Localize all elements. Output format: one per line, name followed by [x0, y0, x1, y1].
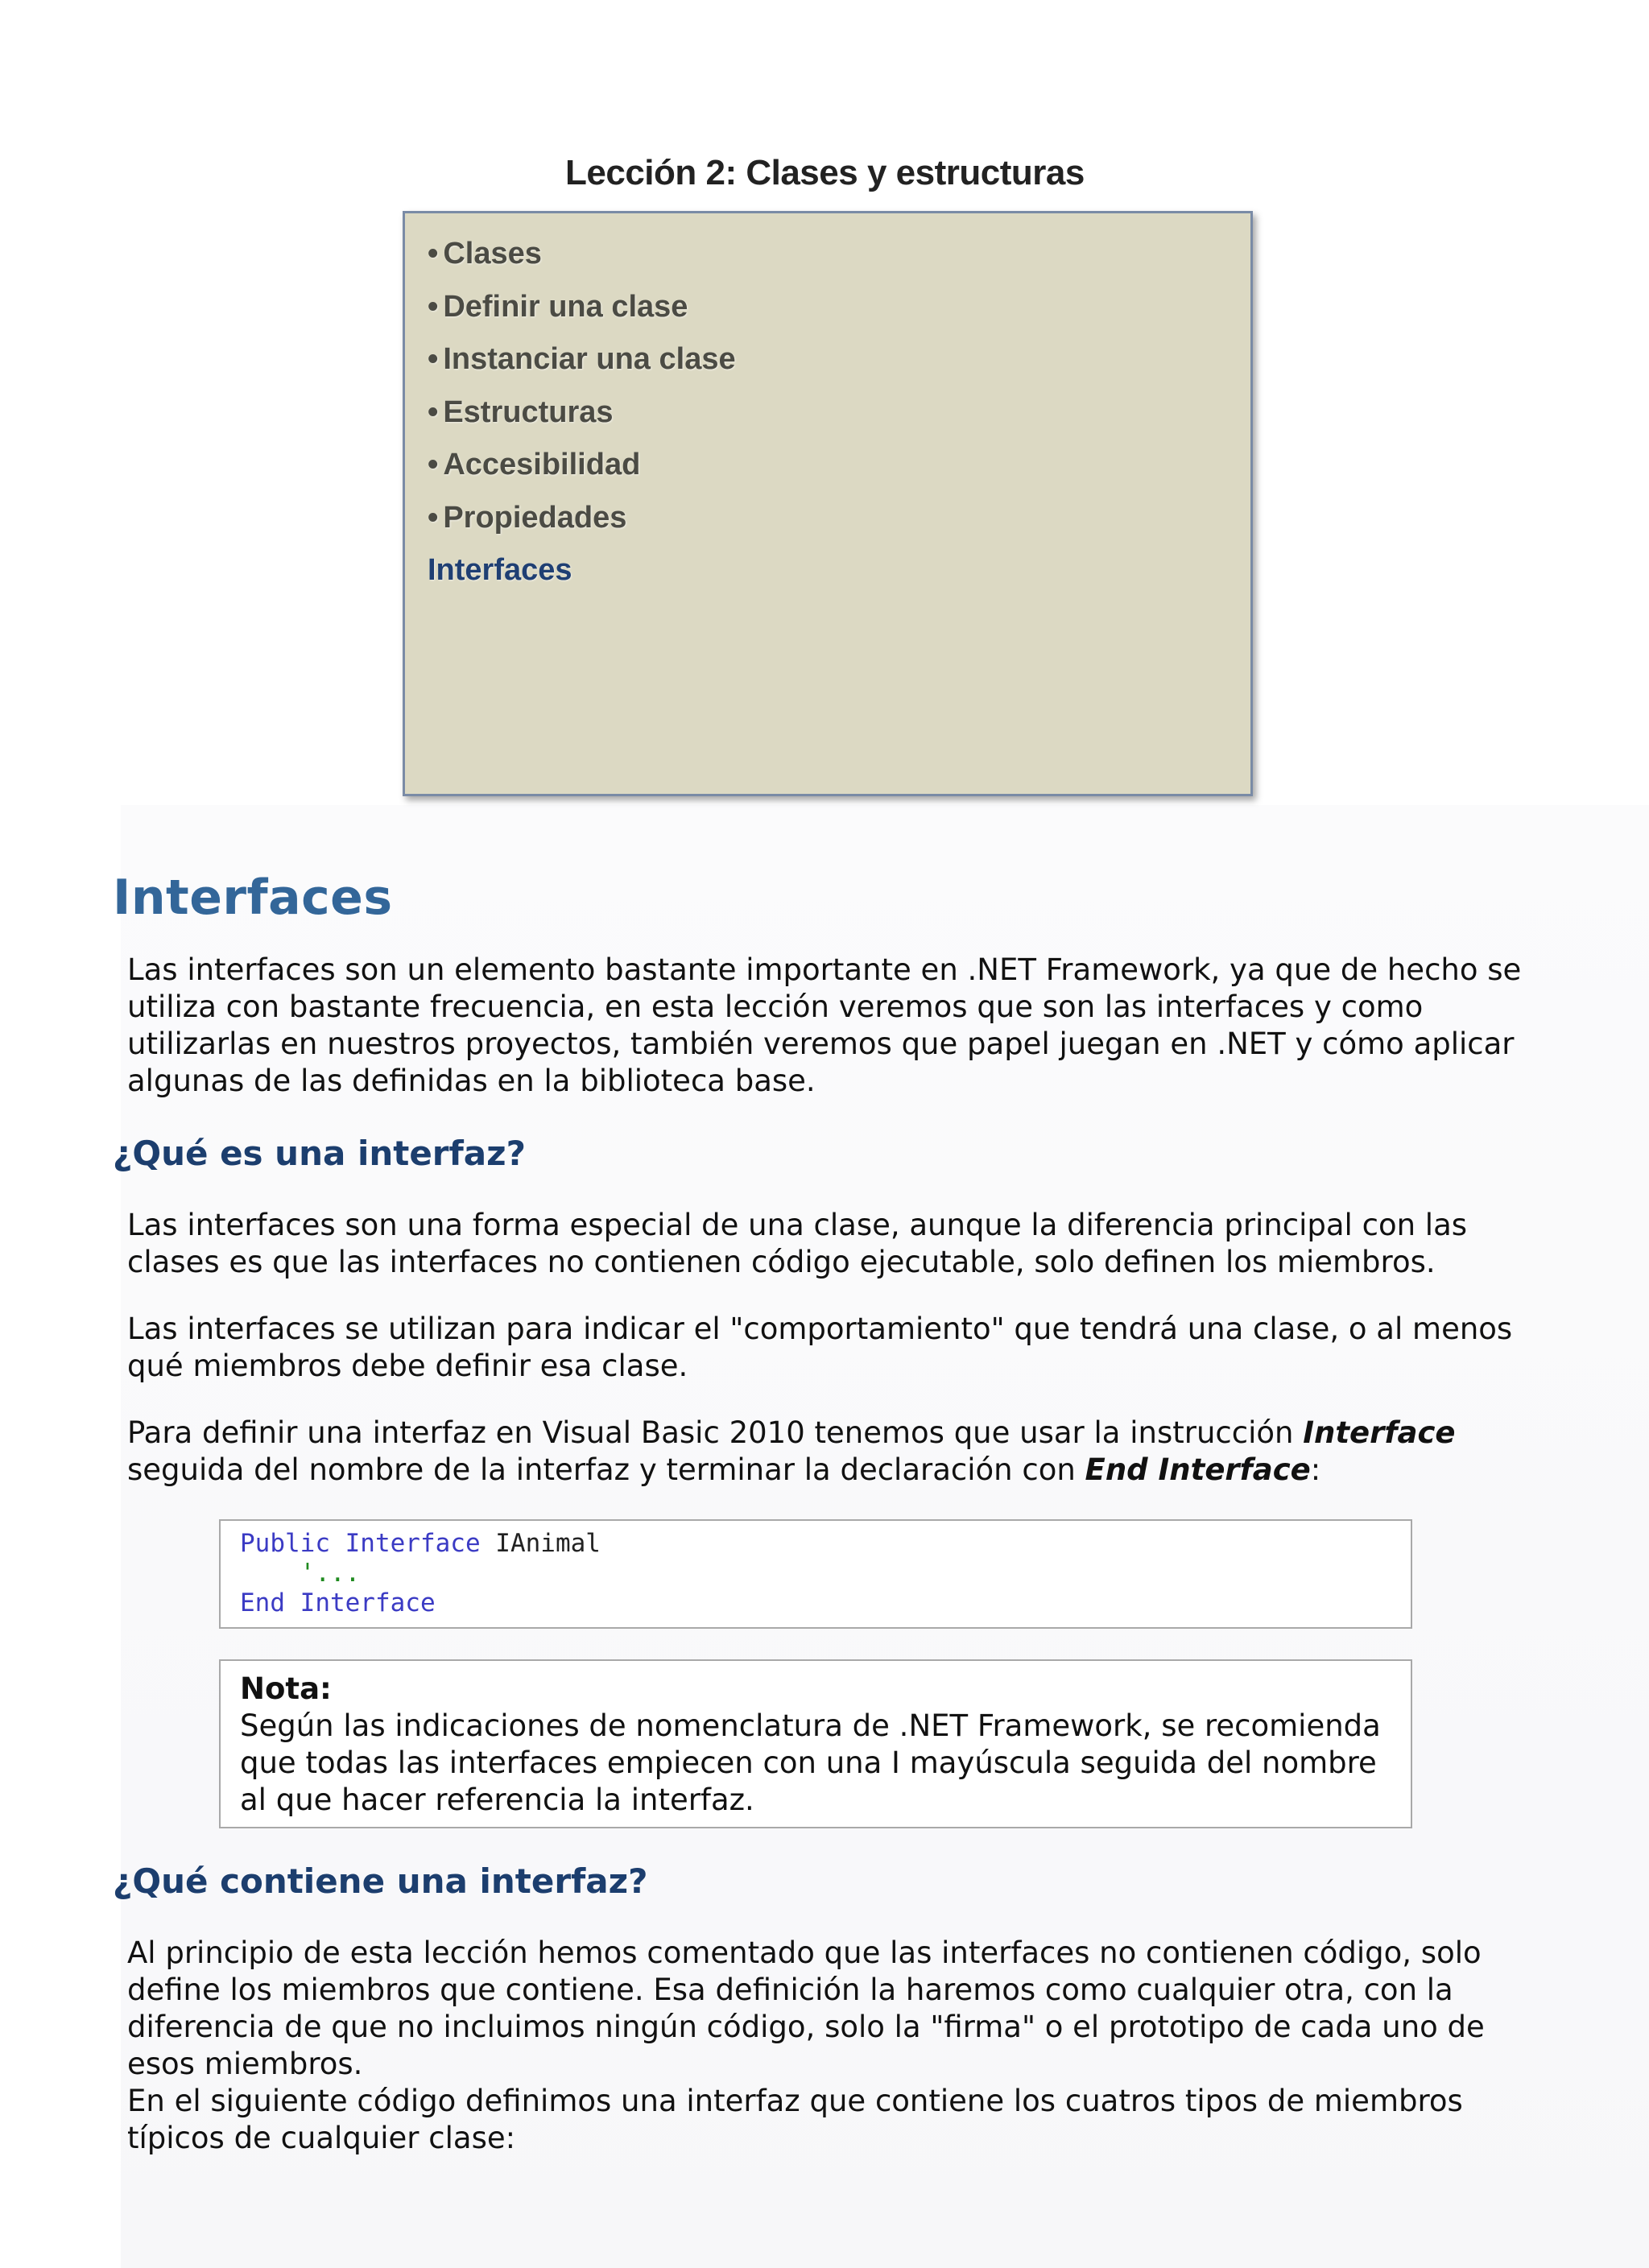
bullet-icon: • — [428, 289, 439, 324]
paragraph-contents: Al principio de esta lección hemos comentado que las interfaces no contienen código, solo define los miembros que contiene. Esa definición la haremos como cualquier otra, con la diferencia de que no incluimos ningún código, solo la "firma" o el prototipo de cada uno de esos miembros. — [127, 1935, 1485, 2081]
slide-item-label: Propiedades — [443, 500, 627, 535]
syntax-text-a: Para definir una interfaz en Visual Basic 2010 tenemos que usar la instrucción — [127, 1415, 1304, 1450]
syntax-text-b: seguida del nombre de la interfaz y terminar la declaración con — [127, 1452, 1085, 1487]
slide-title: Lección 2: Clases y estructuras — [565, 153, 1085, 192]
paragraph-syntax — [127, 1415, 1528, 1489]
syntax-text-c: : — [1310, 1452, 1321, 1487]
slide-item-label: Instanciar una clase — [443, 342, 736, 376]
slide-item-accesibilidad — [428, 444, 736, 497]
bullet-icon: • — [428, 237, 439, 271]
section-heading-que-contiene: ¿Qué contiene una interfaz? — [113, 1861, 648, 1901]
paragraph-example-intro: En el siguiente código definimos una interfaz que contiene los cuatros tipos de miembros típicos de cualquier clase: — [127, 2084, 1463, 2155]
slide-item-interfaces-current — [428, 549, 736, 602]
slide-item-label: Definir una clase — [443, 289, 688, 324]
slide-item-label: Clases — [443, 237, 542, 271]
keyword-end-interface: End Interface — [1085, 1452, 1311, 1487]
code-comment: '... — [240, 1559, 361, 1588]
code-keyword: Public Interface — [240, 1529, 481, 1558]
page-title: Interfaces — [113, 870, 393, 926]
code-keyword: End Interface — [240, 1588, 436, 1617]
slide-topic-list — [428, 233, 736, 602]
slide-item-label: Accesibilidad — [443, 448, 641, 481]
note-box — [219, 1659, 1412, 1828]
slide-item-clases — [428, 233, 736, 286]
note-text: Según las indicaciones de nomenclatura de .NET Framework, se recomienda que todas las interfaces empiecen con una I mayúscula seguida del nombre al que hacer referencia la interfaz. — [240, 1708, 1381, 1817]
bullet-icon: • — [428, 500, 439, 535]
bullet-icon: • — [428, 395, 439, 429]
slide-item-definir-clase — [428, 286, 736, 339]
paragraph-definition: Las interfaces son una forma especial de una clase, aunque la diferencia principal con las clases es que las interfaces no contienen código ejecutable, solo definen los miembros. — [127, 1208, 1468, 1279]
slide-item-instanciar-clase — [428, 338, 736, 391]
code-identifier: IAnimal — [480, 1529, 601, 1558]
intro-paragraph: Las interfaces son un elemento bastante importante en .NET Framework, ya que de hecho se utiliza con bastante frecuencia, en esta lección veremos que son las interfaces y como utilizarlas en nuestros proyectos, también veremos que papel juegan en .NET y cómo aplicar algunas de las definidas en la biblioteca base. — [127, 952, 1522, 1098]
note-title: Nota: — [240, 1671, 332, 1706]
bullet-icon: • — [428, 342, 439, 376]
bullet-icon: • — [428, 448, 439, 481]
code-block — [219, 1519, 1412, 1629]
slide-outline-box — [403, 211, 1253, 796]
paragraph-behavior: Las interfaces se utilizan para indicar el "comportamiento" que tendrá una clase, o al menos qué miembros debe definir esa clase. — [127, 1312, 1513, 1383]
keyword-interface: Interface — [1303, 1415, 1456, 1450]
slide-item-label: Interfaces — [428, 553, 572, 587]
slide-item-estructuras — [428, 391, 736, 444]
slide-item-propiedades — [428, 497, 736, 550]
section-heading-que-es: ¿Qué es una interfaz? — [113, 1134, 526, 1173]
slide-item-label: Estructuras — [443, 395, 614, 429]
